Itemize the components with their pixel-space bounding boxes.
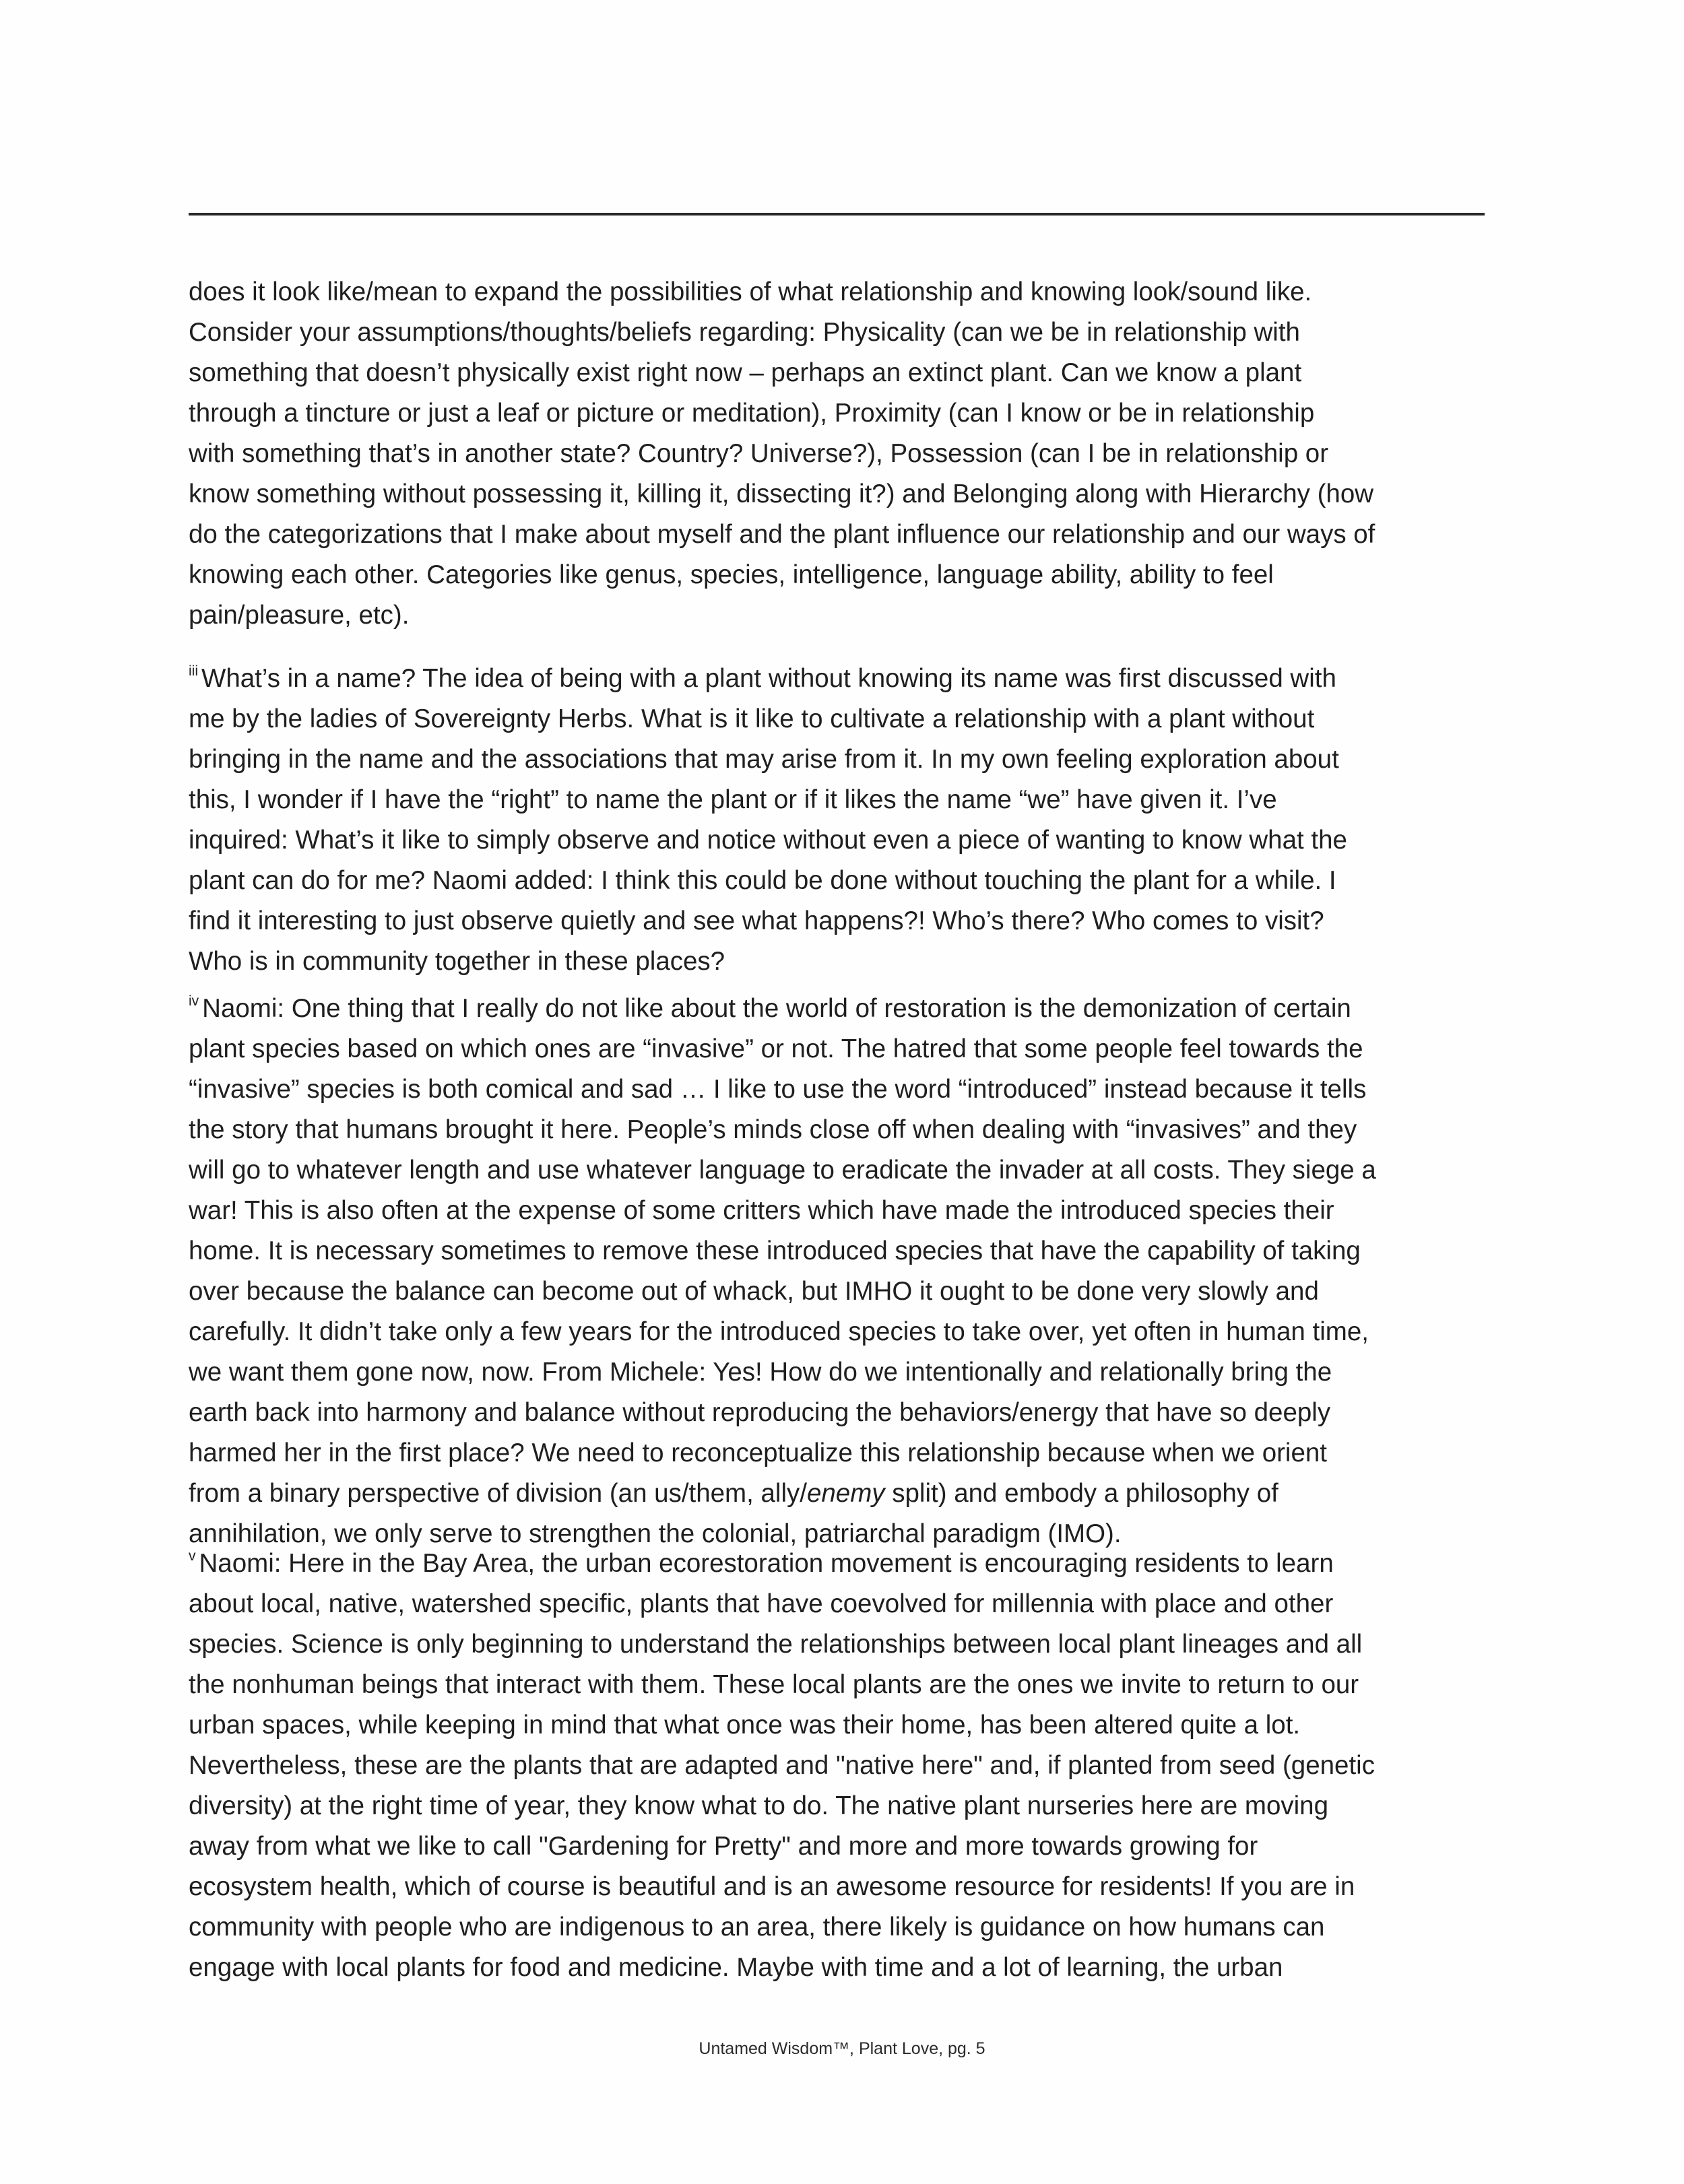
endnote-iii-text: What’s in a name? The idea of being with a plant without knowing its name was first discussed with me by the ladies of Sovereignty Herbs. What is it like to cultivate a relationship with a plant without bringing in the name and the associations that may arise from it. In my own feeling exploration about this, I wonder if I have the “right” to name the plant or if it likes the name “we” have given it. I’ve inquired: What’s it like to simply observe and notice without even a piece of wanting to know what the plant can do for me? Naomi added: I think this could be done without touching the plant for a while. I find it interesting to just observe quietly and see what happens?! Who’s there? Who comes to visit? Who is in community together in these places? <box>189 664 1347 976</box>
endnote-marker-v: v <box>189 1548 196 1564</box>
endnote-v <box>189 1503 1489 2028</box>
endnote-marker-iii: iii <box>189 663 198 679</box>
endnote-v-paragraph <box>189 1544 1489 1988</box>
endnote-iv-text-after: split) and embody a philosophy of annihilation, we only serve to strengthen the colonial, patriarchal paradigm (IMO). <box>189 1479 1278 1548</box>
endnote-marker-iv: iv <box>189 993 199 1009</box>
endnote-iv-paragraph <box>189 989 1489 1554</box>
endnote-iv-emphasis: enemy <box>806 1479 885 1508</box>
endnote-separator-rule <box>189 213 1485 216</box>
endnote-iv <box>189 948 1489 1595</box>
endnote-v-text: Naomi: Here in the Bay Area, the urban ecorestoration movement is encouraging residents to learn about local, native, watershed specific, plants that have coevolved for millennia with place and other species. Science is only beginning to understand the relationships between local plant lineages and all the nonhuman beings that interact with them. These local plants are the ones we invite to return to our urban spaces, while keeping in mind that what once was their home, has been altered quite a lot. Nevertheless, these are the plants that are adapted and "native here" and, if planted from seed (genetic diversity) at the right time of year, they know what to do. The native plant nurseries here are moving away from what we like to call "Gardening for Pretty" and more and more towards growing for ecosystem health, which of course is beautiful and is an awesome resource for residents! If you are in community with people who are indigenous to an area, there likely is guidance on how humans can engage with local plants for food and medicine. Maybe with time and a lot of learning, the urban <box>189 1549 1375 1982</box>
endnote-iii-paragraph <box>189 659 1489 982</box>
endnote-iv-text-before: Naomi: One thing that I really do not like about the world of restoration is the demonization of certain plant species based on which ones are “invasive” or not. The hatred that some people feel towards the “invasive” species is both comical and sad … I like to use the word “introduced” instead because it tells the story that humans brought it here. People’s minds close off when dealing with “invasives” and they will go to whatever length and use whatever language to eradicate the invader at all costs. They siege a war! This is also often at the expense of some critters which have made the introduced species their home. It is necessary sometimes to remove these introduced species that have the capability of taking over because the balance can become out of whack, but IMHO it ought to be done very slowly and carefully. It didn’t take only a few years for the introduced species to take over, yet often in human time, we want them gone now, now. From Michele: Yes! How do we intentionally and relationally bring the earth back into harmony and balance without reproducing the behaviors/energy that have so deeply harmed her in the first place? We need to reconceptualize this relationship because when we orient from a binary perspective of division (an us/them, ally/ <box>189 994 1376 1508</box>
endnote-continuation <box>189 232 1489 676</box>
page-footer: Untamed Wisdom™, Plant Love, pg. 5 <box>699 2039 985 2058</box>
endnote-continuation-text: does it look like/mean to expand the possibilities of what relationship and knowing look/sound like. Consider your assumptions/thoughts/beliefs regarding: Physicality (can we be in relationship with something that doesn’t physically exist right now – perhaps an extinct plant. Can we know a plant through a tincture or just a leaf or picture or meditation), Proximity (can I know or be in relationship with something that’s in another state? Country? Universe?), Possession (can I be in relationship or know something without possessing it, killing it, dissecting it?) and Belonging along with Hierarchy (how do the categorizations that I make about myself and the plant influence our relationship and our ways of knowing each other. Categories like genus, species, intelligence, language ability, ability to feel pain/pleasure, etc). <box>189 277 1375 630</box>
